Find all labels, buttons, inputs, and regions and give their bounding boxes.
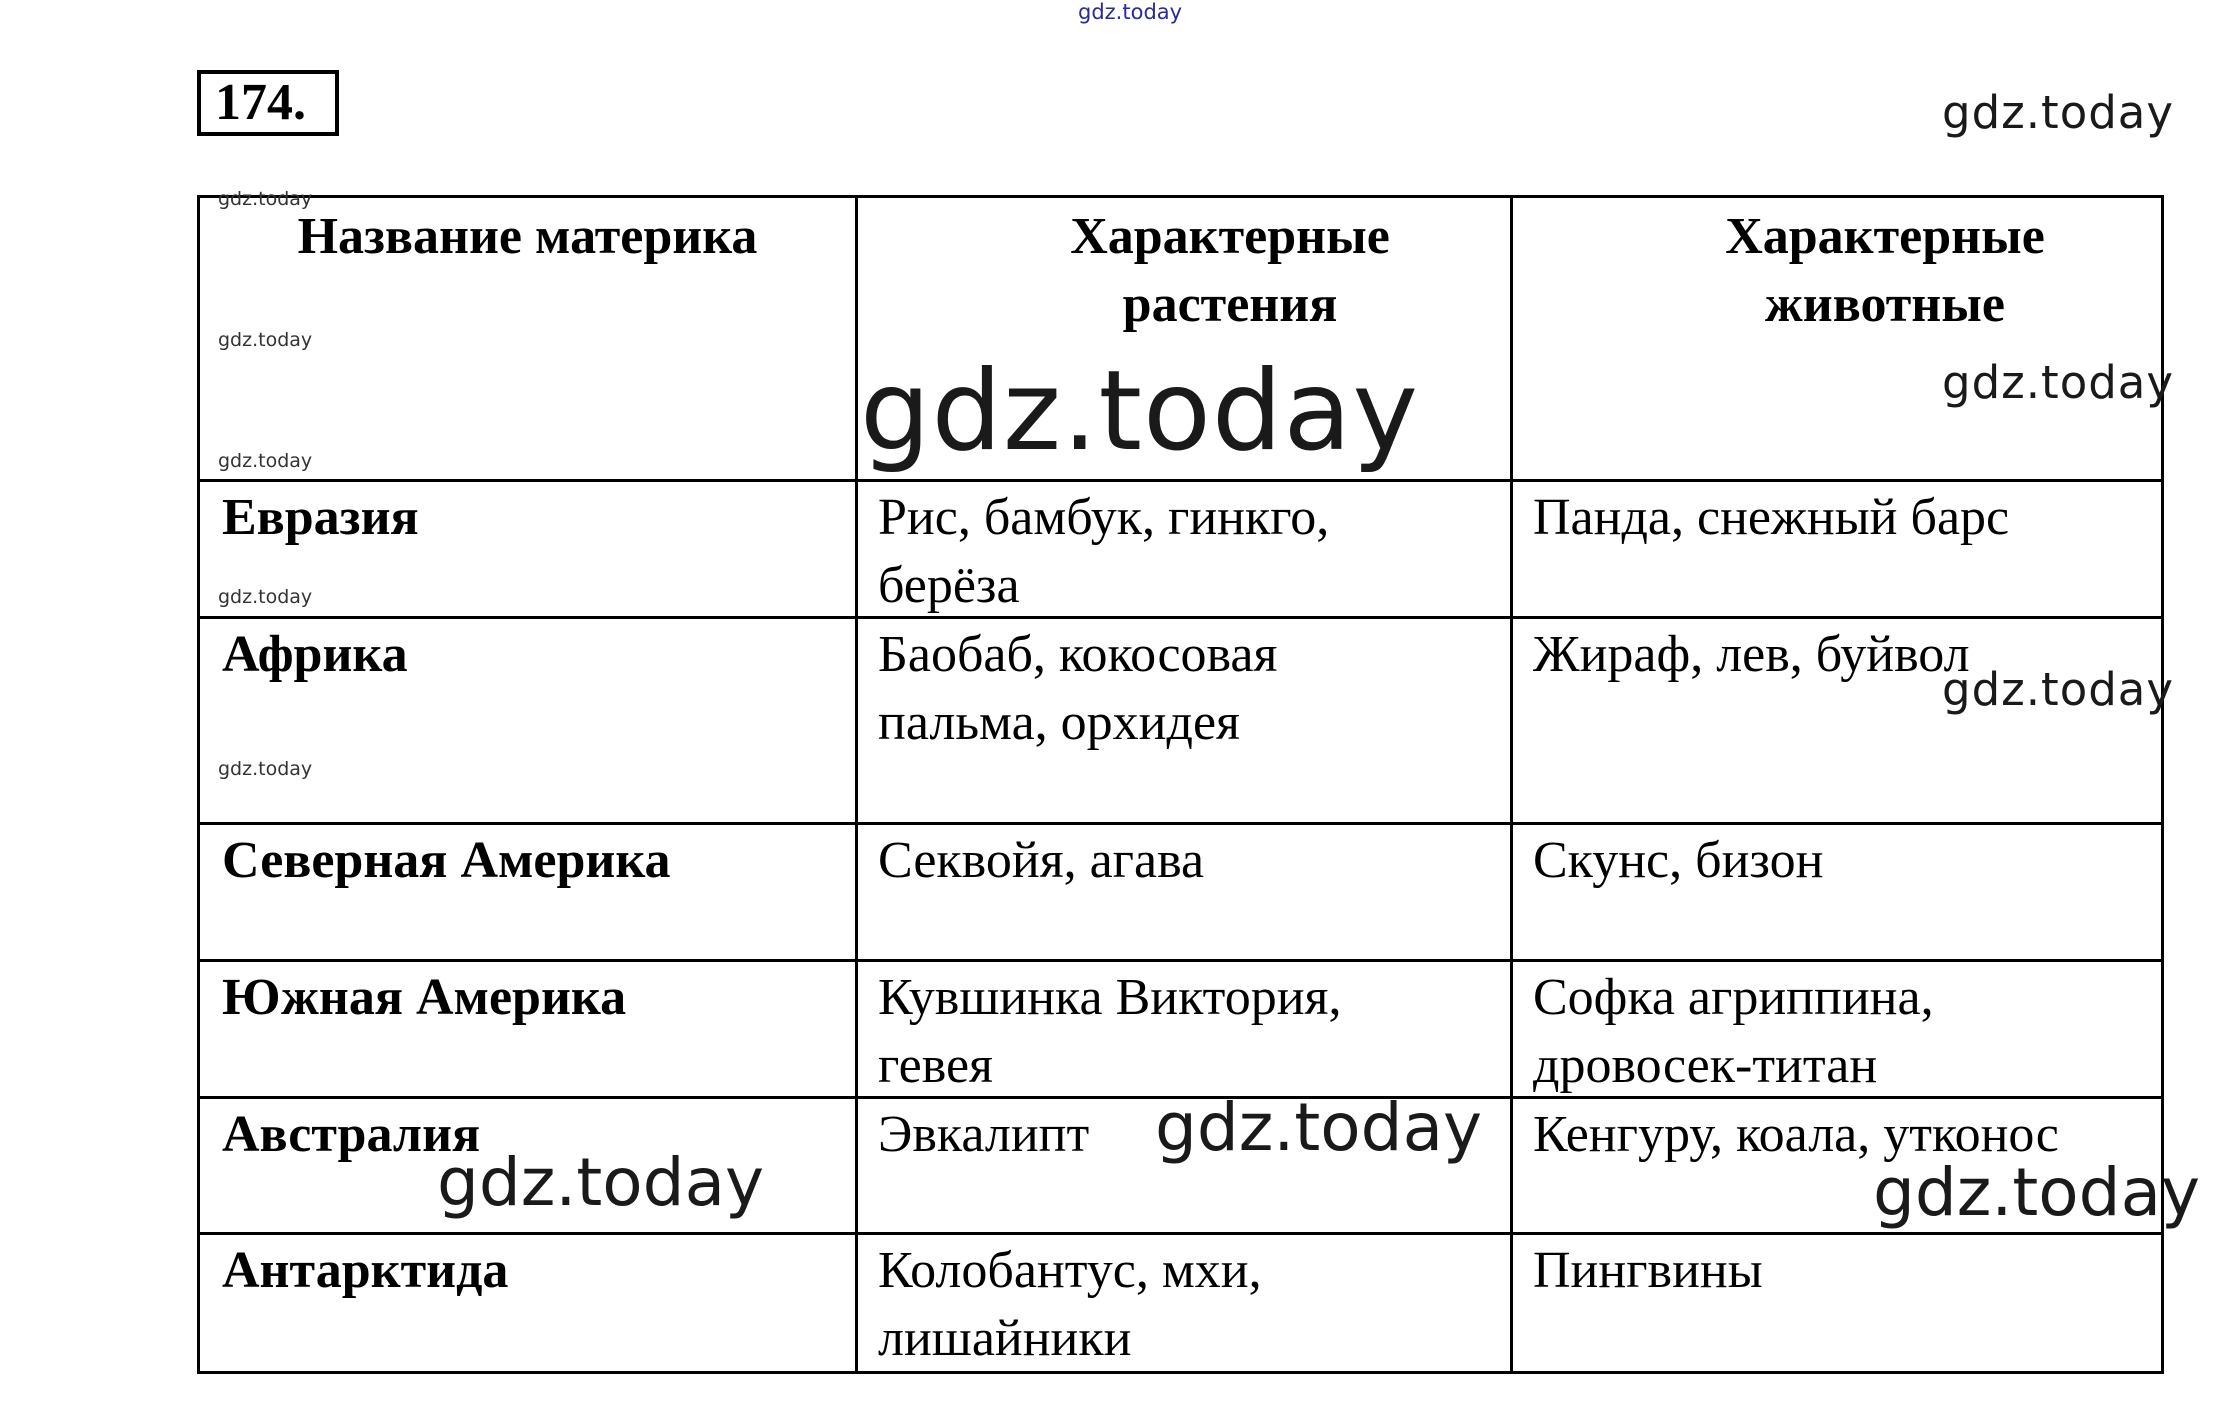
plants-cell: Кувшинка Виктория, гевея bbox=[878, 969, 1342, 1094]
plants-cell: Рис, бамбук, гинкго, берёза bbox=[878, 489, 1330, 614]
animals-cell: Панда, снежный барс bbox=[1533, 489, 2010, 546]
row-divider bbox=[200, 1232, 2161, 1235]
animals-cell: Кенгуру, коала, утконос bbox=[1533, 1106, 2059, 1163]
column-divider bbox=[855, 198, 858, 1371]
watermark: gdz.today bbox=[1942, 356, 2175, 409]
column-divider bbox=[1510, 198, 1513, 1371]
plants-cell: Колобантус, мхи, лишайники bbox=[878, 1242, 1262, 1367]
plants-cell: Секвойя, агава bbox=[878, 832, 1205, 889]
row-divider bbox=[200, 822, 2161, 825]
animals-cell: Скунс, бизон bbox=[1533, 832, 1824, 889]
continent-name: Антарктида bbox=[222, 1242, 509, 1299]
watermark: gdz.today bbox=[218, 586, 313, 608]
watermark: gdz.today bbox=[1078, 0, 1183, 24]
watermark: gdz.today bbox=[1155, 1089, 1483, 1166]
animals-cell: Жираф, лев, буйвол bbox=[1533, 626, 1970, 683]
watermark: gdz.today bbox=[218, 188, 313, 210]
header-animals: Характерные животные bbox=[1725, 208, 2045, 333]
watermark: gdz.today bbox=[1942, 86, 2175, 139]
continent-name: Южная Америка bbox=[222, 969, 627, 1026]
continent-name: Австралия bbox=[222, 1106, 481, 1163]
watermark: gdz.today bbox=[1873, 1154, 2201, 1231]
continent-name: Северная Америка bbox=[222, 832, 671, 889]
continent-name: Африка bbox=[222, 626, 408, 683]
plants-cell: Баобаб, кокосовая пальма, орхидея bbox=[878, 626, 1278, 751]
row-divider bbox=[200, 959, 2161, 962]
plants-cell: Эвкалипт bbox=[878, 1106, 1090, 1163]
animals-cell: Софка агриппина, дровосек-титан bbox=[1533, 969, 1934, 1094]
watermark: gdz.today bbox=[437, 1144, 765, 1221]
header-continent: Название материка bbox=[297, 208, 758, 265]
watermark: gdz.today bbox=[218, 450, 313, 472]
header-plants: Характерные растения bbox=[1070, 208, 1390, 333]
task-number: 174. bbox=[197, 70, 339, 136]
watermark: gdz.today bbox=[218, 758, 313, 780]
watermark: gdz.today bbox=[218, 329, 313, 351]
continent-name: Евразия bbox=[222, 489, 419, 546]
animals-cell: Пингвины bbox=[1533, 1242, 1763, 1299]
watermark: gdz.today bbox=[860, 347, 1420, 476]
watermark: gdz.today bbox=[1942, 663, 2175, 716]
row-divider bbox=[200, 479, 2161, 482]
